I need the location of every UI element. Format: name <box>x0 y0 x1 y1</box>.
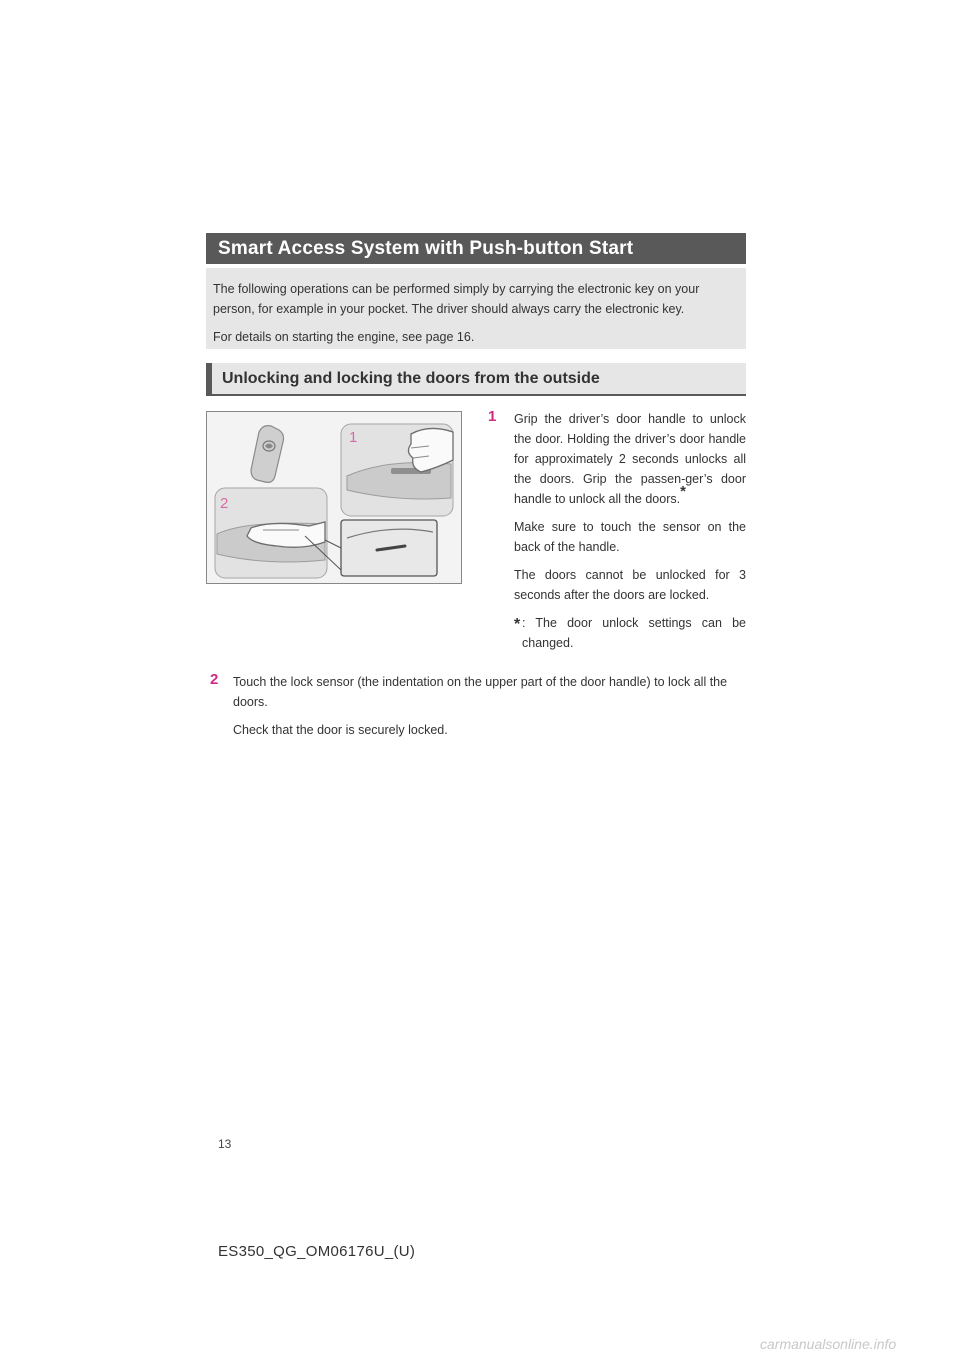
step-1-body <box>514 409 746 653</box>
step-number-2: 2 <box>210 671 219 688</box>
step-1-detail: The doors cannot be unlocked for 3 seconds after the doors are locked. <box>514 568 746 602</box>
section-title: Smart Access System with Push-button Start <box>206 233 746 264</box>
document-code: ES350_QG_OM06176U_(U) <box>218 1243 416 1260</box>
driver-door-handle <box>341 424 453 516</box>
footnote-text: : The door unlock settings can be changed. <box>522 616 746 650</box>
step-number-1: 1 <box>488 408 497 425</box>
subsection-title: Unlocking and locking the doors from the outside <box>206 363 746 396</box>
intro-paragraph: For details on starting the engine, see page 16. <box>213 330 475 344</box>
door-handle-drawing <box>207 412 461 583</box>
step-1-detail: Make sure to touch the sensor on the back of the handle. <box>514 520 746 554</box>
footnote <box>514 613 746 653</box>
callout-2: 2 <box>220 495 229 512</box>
callout-1: 1 <box>349 429 358 446</box>
footnote-marker: * <box>680 482 686 500</box>
step-2-body <box>233 672 746 748</box>
page-number: 13 <box>218 1137 232 1151</box>
intro-paragraph: The following operations can be performed simply by carrying the electronic key on your person, for example in your pocket. The driver should always carry the electronic key. <box>213 282 700 316</box>
step-2-instruction: Touch the lock sensor (the indentation on the upper part of the door handle) to lock all the doors. <box>233 675 728 709</box>
intro-box <box>206 268 746 349</box>
step-2-detail: Check that the door is securely locked. <box>233 723 448 737</box>
lock-sensor-touch <box>215 488 327 578</box>
watermark: carmanualsonline.info <box>760 1336 897 1352</box>
door-handle-illustration <box>206 411 462 584</box>
footnote-asterisk: * <box>514 616 521 633</box>
step-1-instruction: Grip the driver’s door handle to unlock the door. Holding the driver’s door handle for approximately 2 seconds unlocks all the doors. Grip the passen-ger’s door handle to unlock all the doors.* <box>514 412 746 506</box>
